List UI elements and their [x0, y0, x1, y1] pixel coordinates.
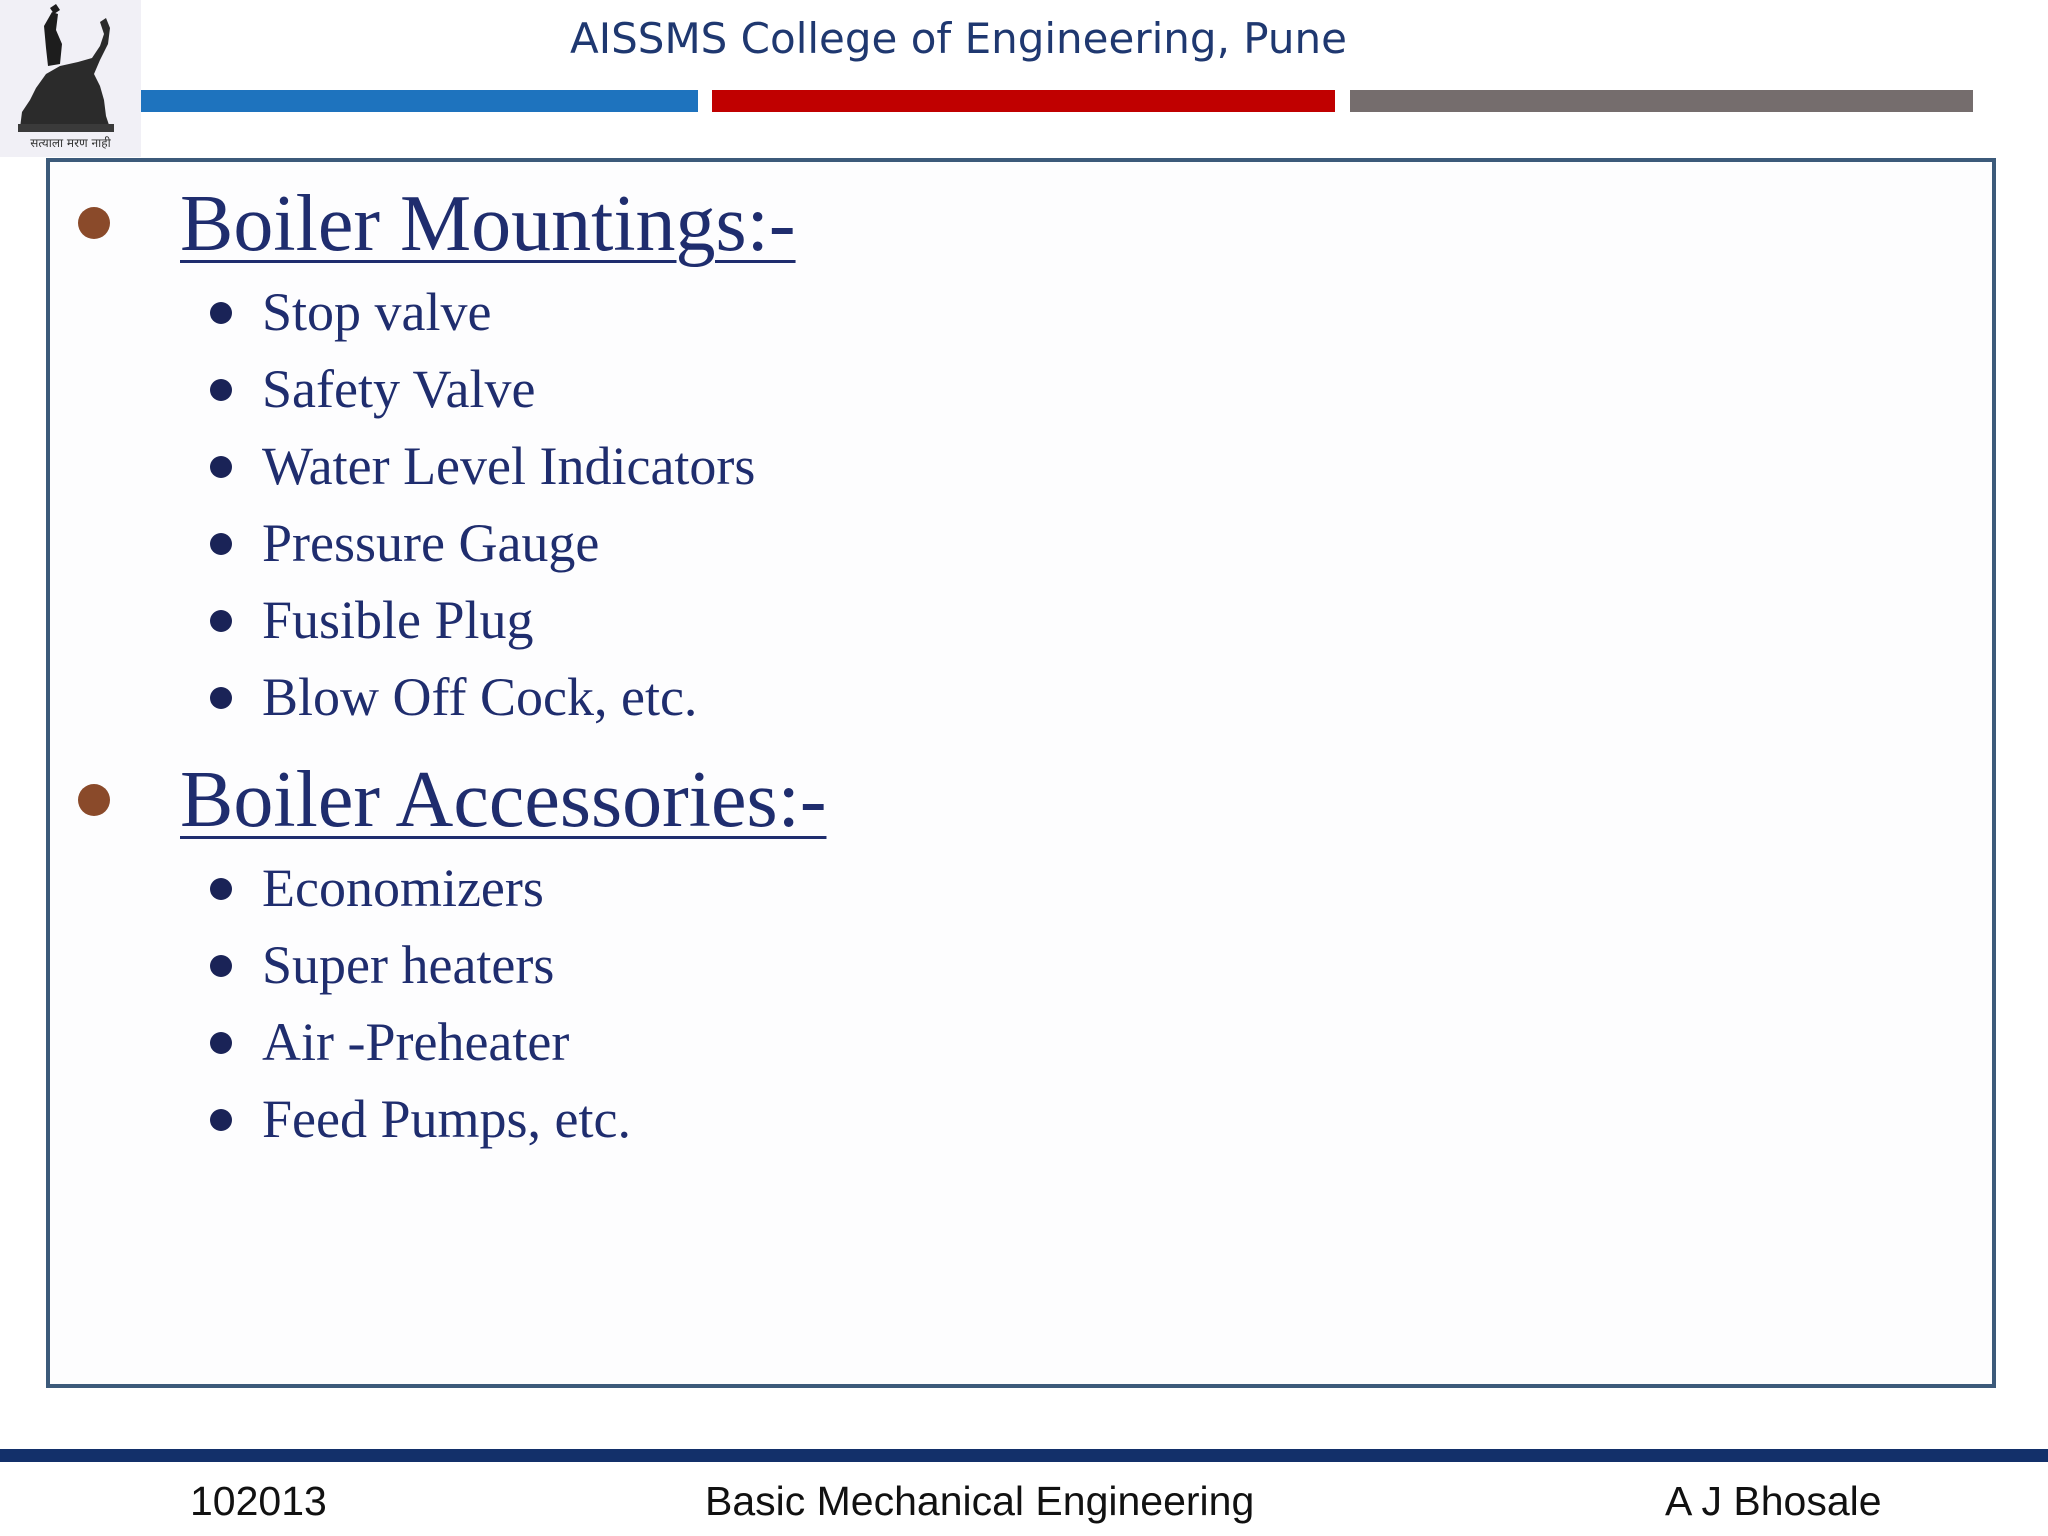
footer-course-name: Basic Mechanical Engineering — [705, 1478, 1255, 1524]
college-logo — [0, 0, 141, 157]
footer-rule — [0, 1449, 2048, 1462]
bullet-dot-icon — [210, 955, 232, 977]
list-item-label: Fusible Plug — [262, 590, 534, 650]
bullet-dot-icon — [210, 610, 232, 632]
footer-course-code: 102013 — [190, 1478, 327, 1524]
list-item-label: Stop valve — [262, 282, 492, 342]
bullet-dot-icon — [210, 379, 232, 401]
bullet-dot-icon — [210, 878, 232, 900]
list-item-label: Water Level Indicators — [262, 436, 756, 496]
list-item-label: Air -Preheater — [262, 1012, 570, 1072]
bullet-dot-icon — [210, 456, 232, 478]
list-item-label: Feed Pumps, etc. — [262, 1089, 631, 1149]
bullet-dot-icon — [210, 533, 232, 555]
section-heading: Boiler Accessories:- — [180, 756, 827, 844]
section-bullet-icon — [78, 207, 110, 239]
header-bar-red — [712, 90, 1335, 112]
horse-statue-icon — [0, 0, 141, 140]
bullet-dot-icon — [210, 302, 232, 324]
section-bullet-icon — [78, 784, 110, 816]
bullet-dot-icon — [210, 1032, 232, 1054]
list-item-label: Pressure Gauge — [262, 513, 600, 573]
slide-content-box — [46, 158, 1996, 1388]
section-heading: Boiler Mountings:- — [180, 180, 796, 268]
bullet-dot-icon — [210, 1109, 232, 1131]
logo-motto: सत्याला मरण नाही — [30, 136, 111, 150]
list-item-label: Economizers — [262, 858, 544, 918]
list-item-label: Safety Valve — [262, 359, 536, 419]
footer-author: A J Bhosale — [1665, 1478, 1882, 1524]
list-item-label: Blow Off Cock, etc. — [262, 667, 698, 727]
header-bar-blue — [141, 90, 698, 112]
header-bar-gray — [1350, 90, 1973, 112]
bullet-dot-icon — [210, 687, 232, 709]
page-title: AISSMS College of Engineering, Pune — [570, 14, 1347, 63]
list-item-label: Super heaters — [262, 935, 555, 995]
